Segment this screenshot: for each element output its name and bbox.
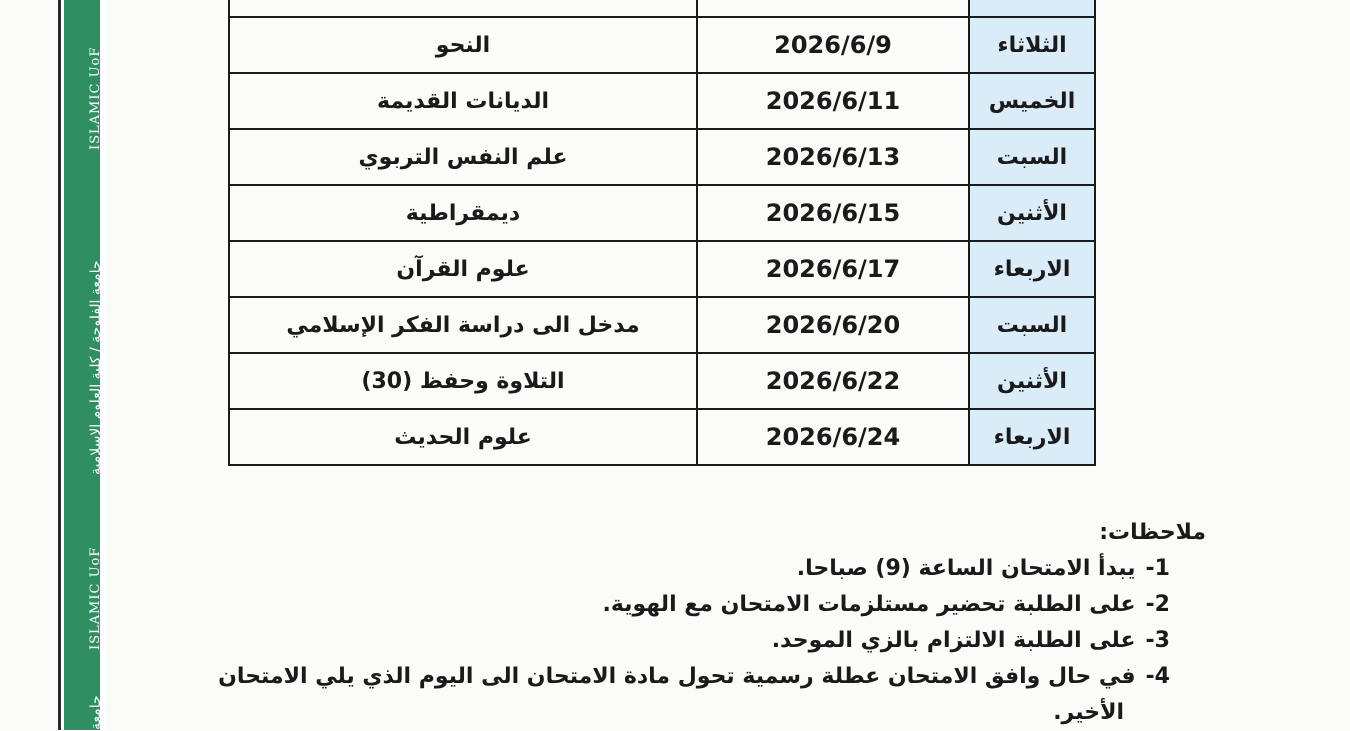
table-row <box>229 185 1095 241</box>
day-cell: الثلاثاء <box>969 17 1095 73</box>
green-border-band <box>64 0 104 730</box>
subject-cell: علم النفس التربوي <box>229 129 697 185</box>
note-number: -2 <box>1145 592 1170 617</box>
table-row <box>229 73 1095 129</box>
subject-cell <box>229 0 697 17</box>
side-text-arabic-bottom: جامعة <box>88 695 104 730</box>
table-row <box>229 241 1095 297</box>
note-item <box>218 623 1170 659</box>
note-item <box>218 551 1170 587</box>
note-item <box>218 659 1170 695</box>
table-row <box>229 409 1095 465</box>
day-cell: الأثنين <box>969 353 1095 409</box>
note-item <box>218 587 1170 623</box>
date-cell: 2026/6/13 <box>697 129 969 185</box>
table-row <box>229 0 1095 17</box>
side-text-arabic-top: جامعة الفلوجة / كلية العلوم الاسلامية <box>88 260 104 475</box>
notes-section <box>218 515 1206 731</box>
note-continuation: الأخير. <box>1053 700 1124 725</box>
date-cell: 2026/6/17 <box>697 241 969 297</box>
table-row <box>229 129 1095 185</box>
side-text-latin-top: ISLAMIC UoF <box>88 46 103 150</box>
note-number: -4 <box>1145 664 1170 689</box>
subject-cell: علوم الحديث <box>229 409 697 465</box>
notes-title: ملاحظات: <box>1099 520 1206 545</box>
day-cell: السبت <box>969 297 1095 353</box>
date-cell: 2026/6/20 <box>697 297 969 353</box>
border-edge <box>58 0 61 730</box>
note-text: يبدأ الامتحان الساعة (9) صباحا. <box>796 556 1136 581</box>
note-number: -1 <box>1145 556 1170 581</box>
day-cell: الاربعاء <box>969 241 1095 297</box>
note-text: على الطلبة تحضير مستلزمات الامتحان مع الهوية. <box>602 592 1136 617</box>
day-cell <box>969 0 1095 17</box>
page-side-border <box>58 0 106 730</box>
subject-cell: ديمقراطية <box>229 185 697 241</box>
note-text: في حال وافق الامتحان عطلة رسمية تحول مادة الامتحان الى اليوم الذي يلي الامتحان <box>218 664 1136 689</box>
subject-cell: علوم القرآن <box>229 241 697 297</box>
subject-cell: التلاوة وحفظ (30) <box>229 353 697 409</box>
date-cell <box>697 0 969 17</box>
day-cell: الخميس <box>969 73 1095 129</box>
table-row <box>229 17 1095 73</box>
table-row <box>229 297 1095 353</box>
day-cell: الأثنين <box>969 185 1095 241</box>
subject-cell: الديانات القديمة <box>229 73 697 129</box>
note-number: -3 <box>1145 628 1170 653</box>
exam-schedule-table <box>228 0 1096 466</box>
subject-cell: النحو <box>229 17 697 73</box>
date-cell: 2026/6/24 <box>697 409 969 465</box>
date-cell: 2026/6/11 <box>697 73 969 129</box>
subject-cell: مدخل الى دراسة الفكر الإسلامي <box>229 297 697 353</box>
date-cell: 2026/6/15 <box>697 185 969 241</box>
note-text: على الطلبة الالتزام بالزي الموحد. <box>771 628 1136 653</box>
date-cell: 2026/6/22 <box>697 353 969 409</box>
table-row <box>229 353 1095 409</box>
day-cell: السبت <box>969 129 1095 185</box>
day-cell: الاربعاء <box>969 409 1095 465</box>
date-cell: 2026/6/9 <box>697 17 969 73</box>
side-text-latin-bottom: ISLAMIC UoF <box>88 546 103 650</box>
